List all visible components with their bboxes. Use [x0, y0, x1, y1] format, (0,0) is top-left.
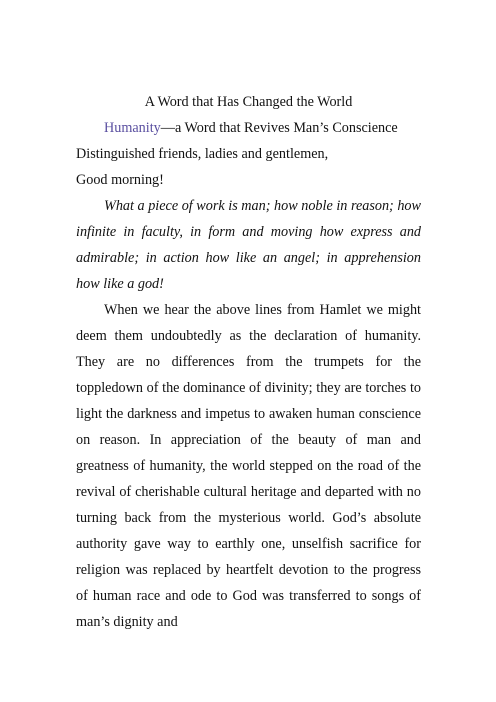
hamlet-quote: What a piece of work is man; how noble in reason; how infinite in faculty, in form and moving how express and admirable; in action how like an angel; in apprehension how like a god!	[76, 198, 421, 292]
subtitle-highlight: Humanity	[104, 120, 161, 136]
body-paragraph: When we hear the above lines from Hamlet we might deem them undoubtedly as the declaration of humanity. They are no differences from the trumpets for the toppledown of the dominance of divinity; they are torches to light the darkness and impetus to awaken human conscience on reason. In appreciation of the beauty of man and greatness of humanity, the world stepped on the road of the revival of cherishable cultural heritage and departed with no turning back from the mysterious world. God’s absolute authority gave way to earthly one, unselfish sacrifice for religion was replaced by heartfelt devotion to the progress of human race and ode to God was transferred to songs of man’s dignity and	[76, 302, 421, 630]
greeting-line: Distinguished friends, ladies and gentlemen,	[76, 146, 329, 162]
document-title: A Word that Has Changed the World	[144, 94, 353, 110]
good-morning-line: Good morning!	[76, 172, 164, 188]
subtitle-rest: —a Word that Revives Man’s Conscience	[160, 120, 398, 136]
document-subtitle	[76, 115, 421, 141]
document-page	[76, 89, 421, 635]
